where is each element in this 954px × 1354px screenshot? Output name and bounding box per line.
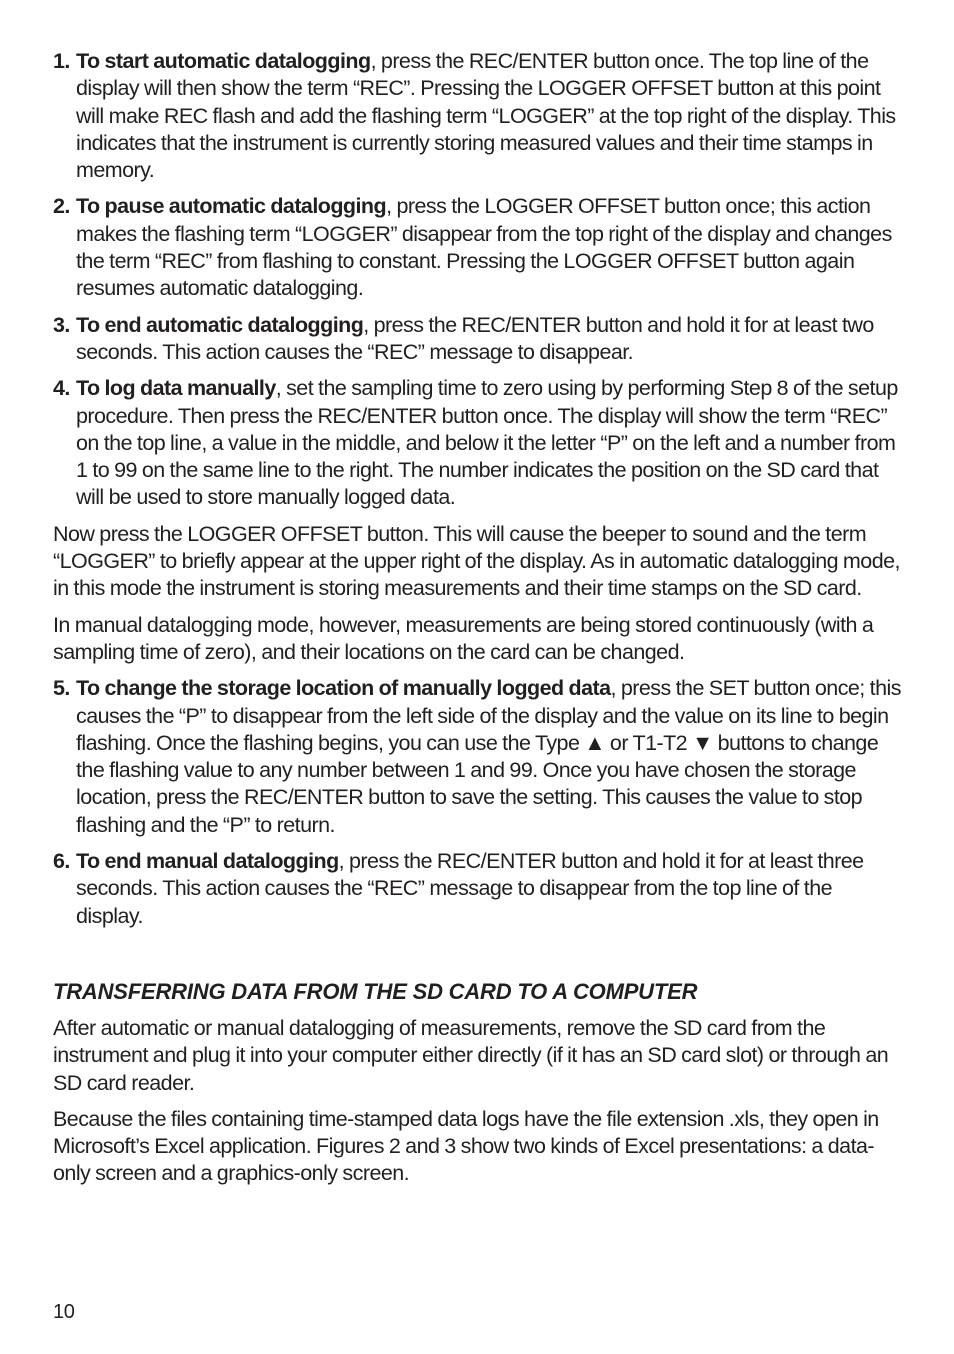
list-item-lead: To change the storage location of manually logged data xyxy=(76,676,611,701)
list-number: 3. xyxy=(53,312,70,337)
list-item-lead: To end manual datalogging xyxy=(76,849,339,874)
list-item-lead: To end automatic datalogging xyxy=(76,312,364,337)
list-item-6 xyxy=(53,848,903,930)
list-number: 6. xyxy=(53,849,70,874)
list-number: 2. xyxy=(53,194,70,219)
body-paragraph: After automatic or manual datalogging of measurements, remove the SD card from the instrument and plug it into your computer either directly (if it has an SD card slot) or through an SD card reader. xyxy=(53,1015,889,1095)
list-item-text: , press the REC/ENTER button once. The top line of the display will then show the term “REC”. Pressing the LOGGER OFFSET button at this point will make REC flash and add the flashing term “LOGGER” at the top right of the display. This indicates that the instrument is currently storing measured values and their time stamps in memory. xyxy=(76,49,896,183)
body-paragraph: In manual datalogging mode, however, measurements are being stored continuously (with a sampling time of zero), and their locations on the card can be changed. xyxy=(53,612,874,664)
list-item-lead: To log data manually xyxy=(76,376,276,401)
list-item-1 xyxy=(53,48,903,184)
list-item-text: , set the sampling time to zero using by performing Step 8 of the setup procedure. Then press the REC/ENTER button once. The display will show the term “REC” on the top line, a value in the middle, and below it the letter “P” on the left and a number from 1 to 99 on the same line to the right. The number indicates the position on the SD card that will be used to store manually logged data. xyxy=(76,376,898,510)
list-number: 5. xyxy=(53,676,70,701)
list-item-3 xyxy=(53,312,903,367)
list-item-text: , press the REC/ENTER button and hold it for at least three seconds. This action causes the “REC” message to disappear from the top line of the display. xyxy=(76,849,864,928)
document-page xyxy=(53,48,903,1197)
list-item-lead: To start automatic datalogging xyxy=(76,49,371,73)
list-item-text: , press the SET button once; this causes the “P” to disappear from the left side of the display and the value on its line to begin flashing. Once the flashing begins, you can use the Type ▲ or T1-T2 ▼ buttons to change the flashing value to any number between 1 and 99. Once you have chosen the storage location, press the REC/ENTER button to save the setting. This causes the value to stop flashing and the “P” to return. xyxy=(76,676,901,837)
body-paragraph: Because the files containing time-stamped data logs have the file extension .xls, they open in Microsoft’s Excel application. Figures 2 and 3 show two kinds of Excel presentations: a data-only screen and a graphics-only screen. xyxy=(53,1106,879,1186)
list-item-lead: To pause automatic datalogging xyxy=(76,194,387,219)
list-number: 4. xyxy=(53,376,70,401)
list-item-2 xyxy=(53,193,903,302)
list-item-4 xyxy=(53,375,903,511)
list-item-5 xyxy=(53,675,903,839)
body-paragraph: Now press the LOGGER OFFSET button. This will cause the beeper to sound and the term “LOGGER” to briefly appear at the upper right of the display. As in automatic datalogging mode, in this mode the instrument is storing measurements and their time stamps on the SD card. xyxy=(53,521,900,601)
section-heading: TRANSFERRING DATA FROM THE SD CARD TO A COMPUTER xyxy=(53,978,698,1004)
page-number: 10 xyxy=(53,1301,75,1323)
list-number: 1. xyxy=(53,49,70,73)
list-item-text: , press the REC/ENTER button and hold it for at least two seconds. This action causes the “REC” message to disappear. xyxy=(76,312,874,364)
list-item-text: , press the LOGGER OFFSET button once; this action makes the flashing term “LOGGER” disappear from the top right of the display and changes the term “REC” from flashing to constant. Pressing the LOGGER OFFSET button again resumes automatic datalogging. xyxy=(76,194,892,301)
